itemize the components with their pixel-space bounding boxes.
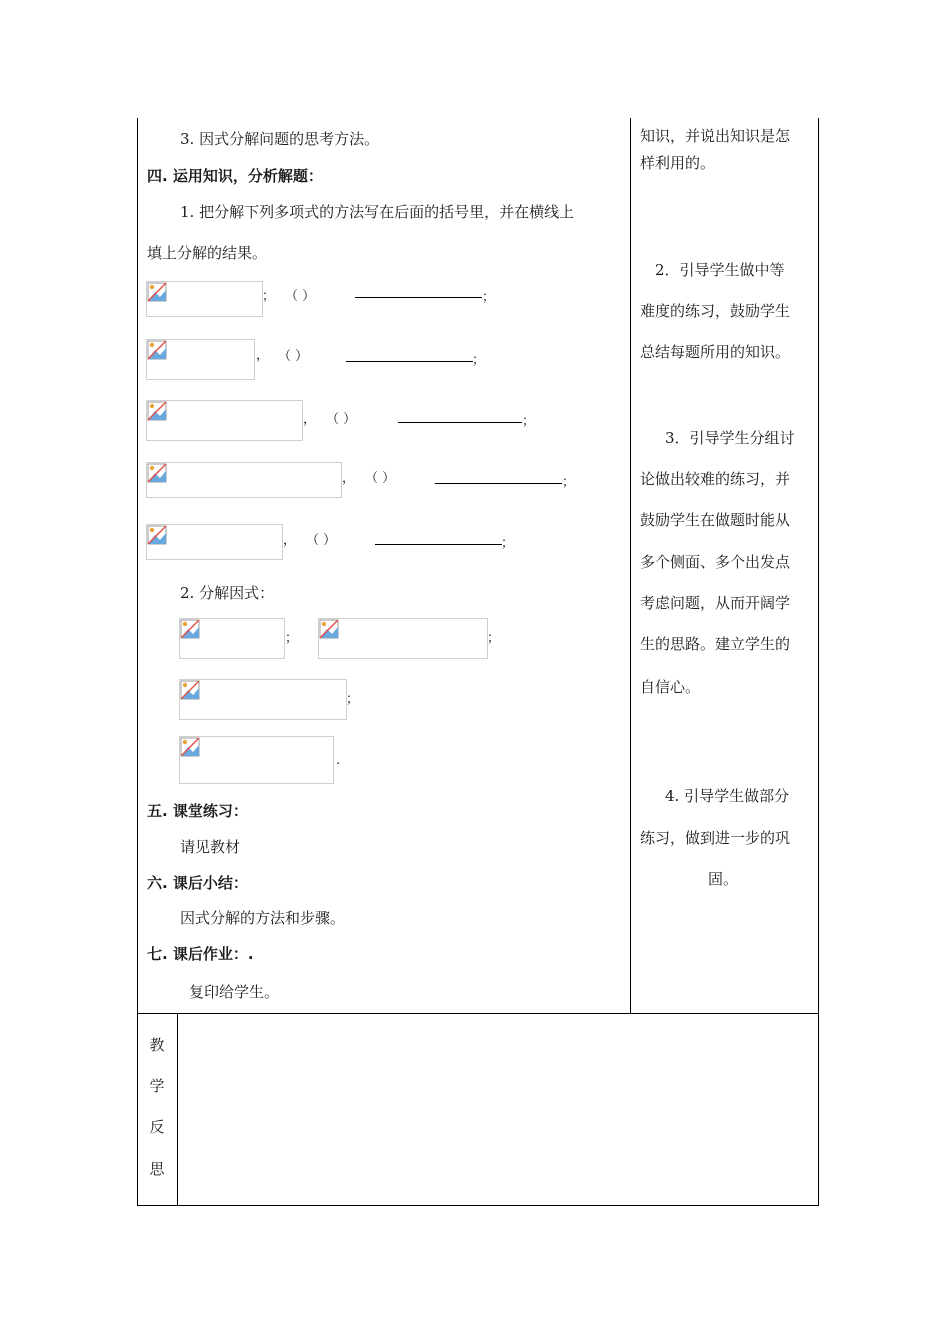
broken-image-icon [147, 401, 167, 421]
q2-separator: ； [487, 631, 501, 646]
q1-line1: 1. 把分解下列多项式的方法写在后面的括号里，并在横线上 [180, 203, 575, 221]
right-p1-line2: 样利用的。 [640, 154, 716, 172]
section-5-heading: 五. 课堂练习： [147, 802, 248, 820]
broken-image-icon [147, 525, 167, 545]
right-p2-line1: 2．引导学生做中等 [655, 261, 785, 279]
formula-image [146, 281, 263, 317]
section-4-heading: 四. 运用知识，分析解题： [147, 167, 323, 185]
row-end: ； [482, 290, 496, 305]
reflection-char: 反 [149, 1118, 165, 1136]
right-p3-line7: 自信心。 [640, 678, 701, 696]
broken-image-icon [147, 463, 167, 483]
right-p4-line2: 练习，做到进一步的巩 [640, 829, 791, 847]
q2-separator: ； [346, 692, 360, 707]
reflection-char: 学 [149, 1077, 165, 1095]
method-parentheses: （ ） [326, 412, 357, 427]
broken-image-icon [180, 619, 200, 639]
table-border-right [818, 118, 819, 1206]
reflection-content [178, 1014, 818, 1205]
method-parentheses: （ ） [285, 289, 316, 304]
q2-separator: ； [285, 631, 299, 646]
section-5-body: 请见教材 [180, 838, 241, 856]
item-3-text: 3. 因式分解问题的思考方法。 [180, 130, 380, 148]
method-parentheses: （ ） [278, 349, 309, 364]
section-7-heading: 七. 课后作业：. [147, 945, 254, 963]
right-p3-line6: 生的思路。建立学生的 [640, 635, 791, 653]
right-p4-line3: 固。 [708, 870, 739, 888]
method-parentheses: （ ） [365, 471, 396, 486]
broken-image-icon [147, 340, 167, 360]
reflection-char: 思 [149, 1160, 165, 1178]
reflection-label [137, 1013, 177, 1205]
row-separator: ， [283, 533, 297, 548]
section-7-body: 复印给学生。 [189, 983, 280, 1001]
right-p2-line2: 难度的练习，鼓励学生 [640, 302, 791, 320]
row-end: ； [522, 414, 536, 429]
reflection-char: 教 [149, 1036, 165, 1054]
right-p1-line1: 知识，并说出知识是怎 [640, 127, 791, 145]
answer-blank [375, 544, 502, 545]
formula-image [179, 736, 334, 784]
formula-image [146, 339, 255, 380]
row-end: ； [501, 536, 515, 551]
q2-text: 2. 分解因式： [180, 584, 275, 602]
row-separator: ， [256, 348, 270, 363]
right-p3-line4: 多个侧面、多个出发点 [640, 553, 791, 571]
section-6-heading: 六. 课后小结： [147, 874, 248, 892]
q2-end: . [336, 753, 341, 768]
formula-image [179, 679, 347, 720]
formula-image [146, 400, 303, 441]
formula-image [318, 618, 488, 659]
section-6-body: 因式分解的方法和步骤。 [180, 909, 346, 927]
broken-image-icon [180, 680, 200, 700]
row-separator: ， [342, 471, 356, 486]
row-separator: ； [262, 289, 276, 304]
answer-blank [346, 361, 473, 362]
right-p3-line5: 考虑问题，从而开阔学 [640, 594, 791, 612]
answer-blank [398, 422, 522, 423]
answer-blank [355, 297, 482, 298]
column-divider [630, 118, 631, 1013]
right-p3-line2: 论做出较难的练习，并 [640, 470, 791, 488]
row-end: ； [562, 475, 576, 490]
broken-image-icon [319, 619, 339, 639]
row-separator: ， [303, 412, 317, 427]
method-parentheses: （ ） [306, 533, 337, 548]
row-end: ； [472, 353, 486, 368]
formula-image [146, 462, 342, 498]
q1-line2: 填上分解的结果。 [147, 244, 268, 262]
broken-image-icon [147, 282, 167, 302]
right-p3-line1: 3．引导学生分组讨 [665, 429, 795, 447]
right-p2-line3: 总结每题所用的知识。 [640, 343, 791, 361]
broken-image-icon [180, 737, 200, 757]
right-p4-line1: 4. 引导学生做部分 [665, 787, 790, 805]
right-p3-line3: 鼓励学生在做题时能从 [640, 511, 791, 529]
formula-image [146, 524, 283, 560]
formula-image [179, 618, 285, 659]
answer-blank [435, 483, 562, 484]
table-border-bottom [137, 1205, 819, 1206]
